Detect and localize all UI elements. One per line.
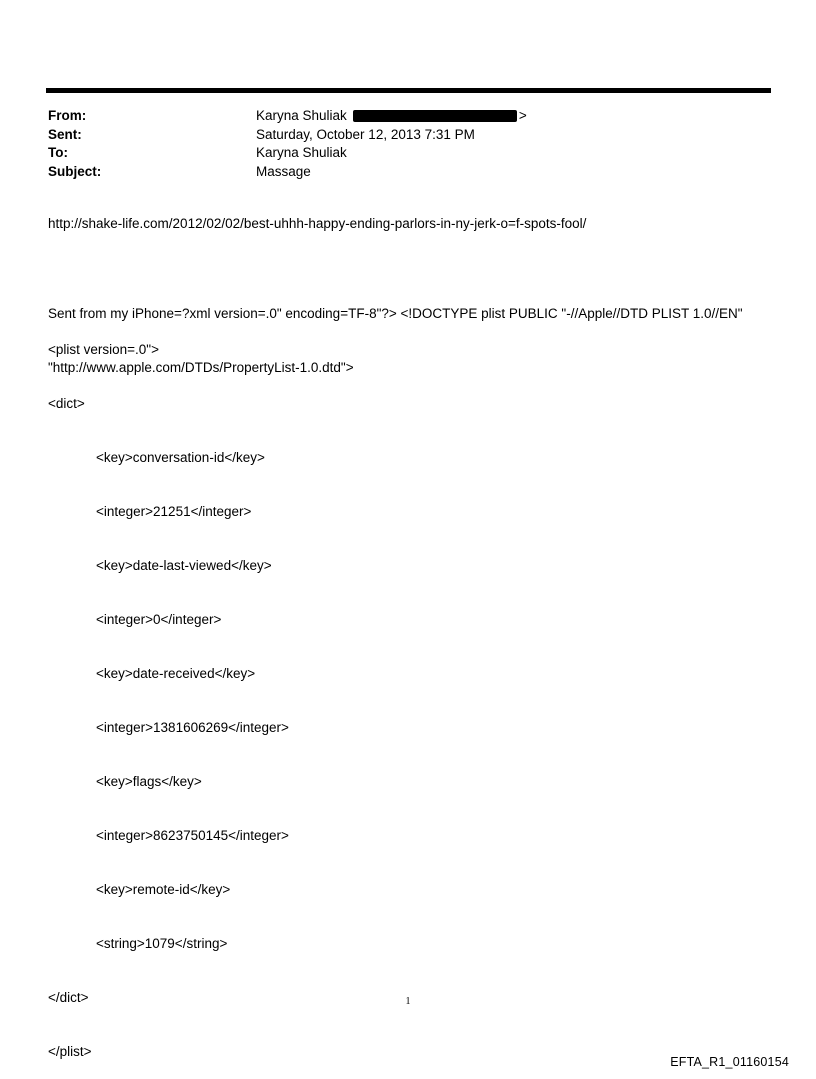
bates-number: EFTA_R1_01160154	[670, 1055, 789, 1069]
subject-row	[48, 163, 768, 182]
plist-line: <key>date-last-viewed</key>	[96, 558, 272, 573]
from-name: Karyna Shuliak	[256, 108, 347, 123]
plist-line: <key>flags</key>	[96, 774, 202, 789]
to-value: Karyna Shuliak	[256, 145, 347, 160]
plist-line: <key>conversation-id</key>	[96, 450, 265, 465]
sent-row	[48, 126, 768, 145]
plist-line: <plist version=.0">	[48, 342, 159, 357]
plist-line: <key>remote-id</key>	[96, 882, 231, 897]
plist-line: </plist>	[48, 1044, 92, 1059]
redaction-bar	[353, 110, 517, 122]
header-rule	[46, 88, 771, 93]
sent-from-line: "http://www.apple.com/DTDs/PropertyList-1.0.dtd">	[48, 360, 354, 375]
from-label: From:	[48, 108, 87, 123]
body-url: http://shake-life.com/2012/02/02/best-uhhh-happy-ending-parlors-in-ny-jerk-o=f-spots-fool/	[48, 216, 587, 231]
sent-value: Saturday, October 12, 2013 7:31 PM	[256, 126, 475, 142]
plist-line: <integer>8623750145</integer>	[96, 828, 289, 843]
to-row	[48, 144, 768, 163]
sent-from-line: Sent from my iPhone=?xml version=.0" encoding=TF-8"?> <!DOCTYPE plist PUBLIC "-//Apple//DTD PLIST 1.0//EN"	[48, 306, 743, 321]
sent-label: Sent:	[48, 126, 82, 142]
from-row	[48, 107, 768, 126]
subject-label: Subject:	[48, 163, 102, 179]
page-number: 1	[405, 996, 411, 1007]
plist-block	[48, 305, 768, 1079]
from-suffix: >	[518, 108, 527, 123]
plist-line: <string>1079</string>	[96, 936, 228, 951]
from-value	[256, 107, 527, 126]
to-label: To:	[48, 145, 68, 160]
email-header	[48, 107, 768, 181]
plist-line: </dict>	[48, 990, 89, 1005]
plist-line: <integer>1381606269</integer>	[96, 720, 289, 735]
plist-line: <integer>0</integer>	[96, 612, 222, 627]
subject-value: Massage	[256, 163, 311, 179]
plist-line: <integer>21251</integer>	[96, 504, 252, 519]
plist-line: <dict>	[48, 396, 85, 411]
plist-line: <key>date-received</key>	[96, 666, 256, 681]
